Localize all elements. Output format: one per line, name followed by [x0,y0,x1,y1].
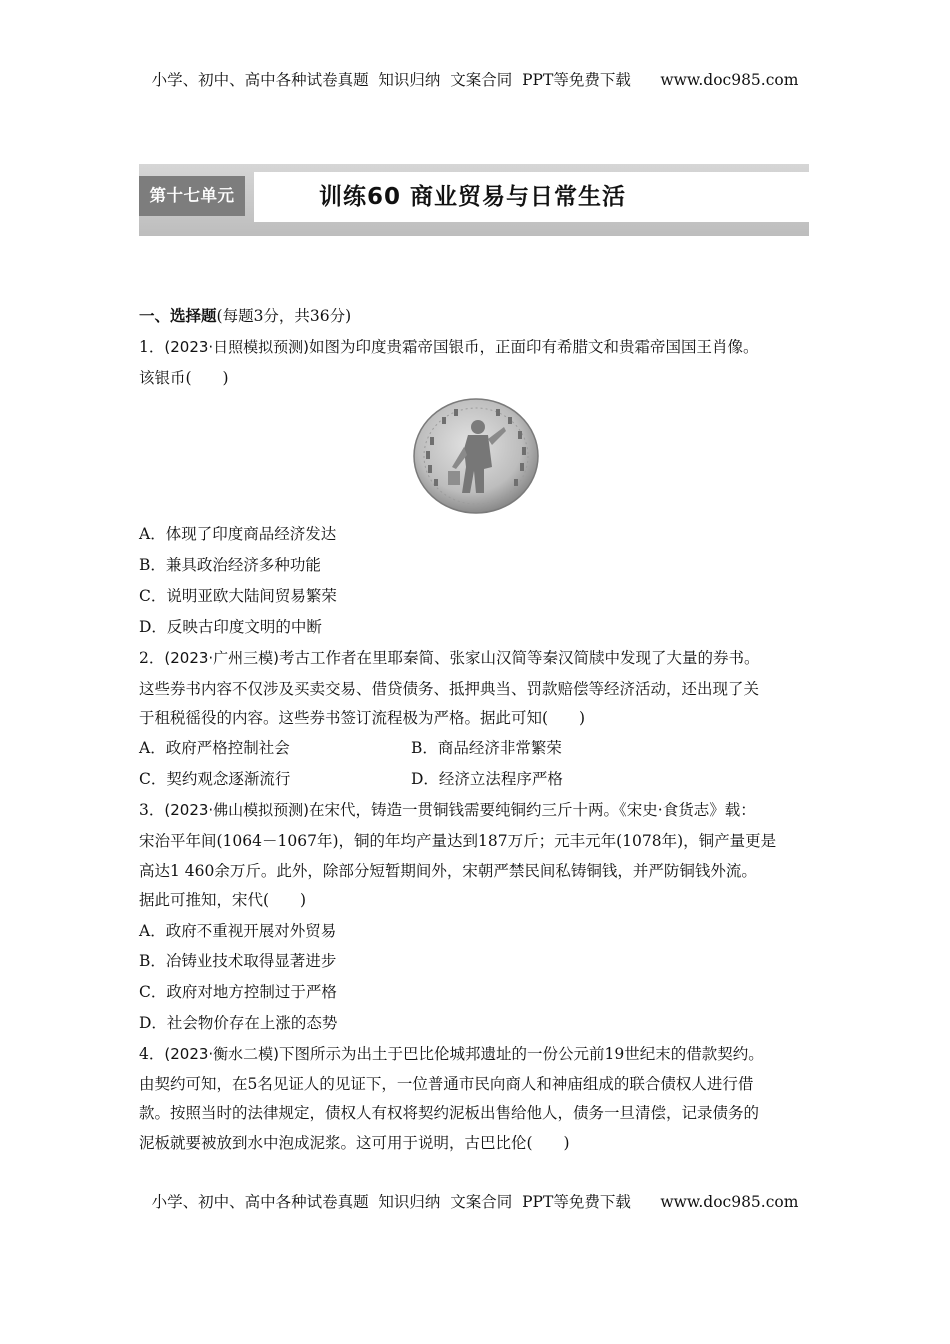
unit-label: 第十七单元 [139,176,245,216]
title-box [254,172,809,222]
question-text: 如图为印度贵霜帝国银币，正面印有希腊文和贵霜帝国国王肖像。 [309,338,759,356]
q3-option-b: B．冶铸业技术取得显著进步 [139,952,337,970]
q2-options-row-1 [139,738,819,758]
q2-options-row-2 [139,769,819,789]
page-title: 训练60 商业贸易与日常生活 [319,184,627,210]
question-source: (2023·广州三模) [164,649,280,667]
q1-option-d: D．反映古印度文明的中断 [139,618,322,636]
q2-option-c: C．契约观念逐渐流行 [139,770,291,788]
silver-coin-image [412,397,540,515]
question-3-line-3: 高达1 460余万斤。此外，除部分短暂期间外，宋朝严禁民间私铸铜钱，并严防铜钱外流。 [139,862,757,880]
question-text: 在宋代，铸造一贯铜钱需要纯铜约三斤十两。《宋史·食货志》载： [309,801,756,819]
q3-option-a: A．政府不重视开展对外贸易 [139,922,337,940]
question-2-line-1 [139,648,819,668]
question-4-line-1 [139,1044,819,1064]
section-heading [139,306,819,326]
question-4-line-3: 款。按照当时的法律规定，债权人有权将契约泥板出售给他人，债务一旦清偿，记录债务的 [139,1104,760,1122]
q2-option-d: D．经济立法程序严格 [411,770,563,788]
question-4-line-2: 由契约可知，在5名见证人的见证下，一位普通市民向商人和神庙组成的联合债权人进行借 [139,1075,754,1093]
question-number: 2． [139,649,165,667]
q2-option-b: B．商品经济非常繁荣 [411,739,562,757]
question-text: 下图所示为出土于巴比伦城邦遗址的一份公元前19世纪末的借款契约。 [279,1045,764,1063]
question-2-line-2: 这些券书内容不仅涉及买卖交易、借贷债务、抵押典当、罚款赔偿等经济活动，还出现了关 [139,680,760,698]
page-header: 小学、初中、高中各种试卷真题 知识归纳 文案合同 PPT等免费下载 www.doc985.com [151,71,799,89]
question-text: 考古工作者在里耶秦简、张家山汉简等秦汉简牍中发现了大量的券书。 [279,649,760,667]
q3-option-c: C．政府对地方控制过于严格 [139,983,337,1001]
question-number: 1． [139,338,165,356]
question-source: (2023·佛山模拟预测) [164,801,310,819]
question-1-line-1 [139,337,819,357]
question-4-line-4: 泥板就要被放到水中泡成泥浆。这可用于说明，古巴比伦( ) [139,1134,570,1152]
section-title: 一、选择题 [139,307,217,325]
q1-option-c: C．说明亚欧大陆间贸易繁荣 [139,587,337,605]
q3-option-d: D．社会物价存在上涨的态势 [139,1014,338,1032]
question-1-line-2: 该银币( ) [139,369,229,387]
page-footer: 小学、初中、高中各种试卷真题 知识归纳 文案合同 PPT等免费下载 www.doc985.com [151,1193,799,1211]
question-2-line-3: 于租税徭役的内容。这些券书签订流程极为严格。据此可知( ) [139,709,586,727]
q1-option-b: B．兼具政治经济多种功能 [139,556,321,574]
question-3-line-4: 据此可推知，宋代( ) [139,891,307,909]
question-3-line-1 [139,800,819,820]
question-source: (2023·日照模拟预测) [164,338,310,356]
question-number: 3． [139,801,165,819]
unit-title-banner [139,164,809,236]
question-number: 4． [139,1045,165,1063]
q1-option-a: A．体现了印度商品经济发达 [139,525,337,543]
q2-option-a: A．政府严格控制社会 [139,739,290,757]
section-note: (每题3分，共36分) [216,307,352,325]
question-source: (2023·衡水二模) [164,1045,280,1063]
question-3-line-2: 宋治平年间(1064－1067年)，铜的年均产量达到187万斤；元丰元年(1078年)，铜产量更是 [139,832,777,850]
